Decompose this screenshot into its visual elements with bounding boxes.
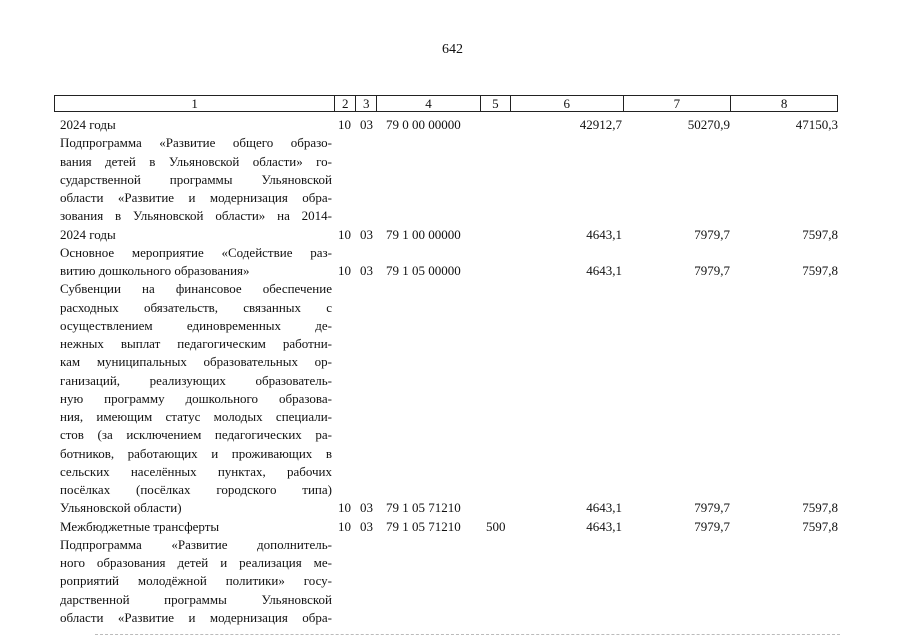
table-line	[54, 463, 844, 481]
column-header-5: 5	[481, 96, 511, 111]
cell-c3: 03	[360, 500, 373, 516]
cell-c6: 4643,1	[586, 518, 622, 534]
cell-c7: 7979,7	[694, 500, 730, 516]
cell-c2: 10	[338, 263, 351, 278]
line-description: ного образования детей и реализация ме-	[60, 555, 332, 570]
cell-c4: 79 1 05 71210	[386, 518, 461, 534]
table-line	[54, 262, 844, 280]
line-description: Межбюджетные трансферты	[60, 518, 220, 534]
table-line	[54, 226, 844, 244]
line-description: ботников, работающих и проживающих в	[60, 445, 332, 461]
line-description: сударственной программы Ульяновской	[60, 171, 332, 187]
line-description: Субвенции на финансовое обеспечение	[60, 281, 332, 297]
cell-c2: 10	[338, 226, 351, 242]
cell-c2: 10	[338, 500, 351, 516]
cell-c4: 79 1 05 00000	[386, 263, 461, 278]
table-line	[54, 481, 844, 499]
cell-c7: 7979,7	[694, 518, 730, 534]
cell-c4: 79 0 00 00000	[386, 117, 461, 132]
cell-c2: 10	[338, 518, 351, 534]
table-line	[54, 244, 844, 262]
cell-c3: 03	[360, 117, 373, 132]
cell-c7: 50270,9	[687, 117, 730, 132]
table-line	[54, 299, 844, 317]
line-description: зования в Ульяновской области» на 2014-	[60, 208, 332, 224]
table-line	[54, 390, 844, 408]
cell-c8: 7597,8	[802, 518, 838, 534]
line-description: осуществлением единовременных де-	[60, 317, 332, 333]
column-header-2: 2	[335, 96, 356, 111]
cell-c3: 03	[360, 226, 373, 242]
cell-c8: 7597,8	[802, 226, 838, 242]
line-description: кам муниципальных образовательных ор-	[60, 354, 332, 370]
table-line	[54, 207, 844, 225]
table-line	[54, 353, 844, 371]
table-line	[54, 317, 844, 335]
line-description: стов (за исключением педагогических ра-	[60, 427, 332, 443]
line-description: витию дошкольного образования»	[60, 263, 250, 278]
line-description: роприятий молодёжной политики» госу-	[60, 573, 332, 589]
table-line	[54, 153, 844, 171]
cell-c7: 7979,7	[694, 226, 730, 242]
line-description: Подпрограмма «Развитие общего образо-	[60, 135, 332, 151]
line-description: Ульяновской области)	[60, 500, 182, 516]
line-description: вания детей в Ульяновской области» го-	[60, 153, 332, 169]
line-description: расходных обязательств, связанных с	[60, 299, 332, 315]
table-line	[54, 591, 844, 609]
line-description: ния, имеющим статус молодых специали-	[60, 409, 332, 424]
table-line	[54, 554, 844, 572]
table-line	[54, 536, 844, 554]
cell-c6: 42912,7	[579, 117, 622, 132]
table-line	[54, 518, 844, 536]
cell-c2: 10	[338, 117, 351, 132]
cell-c8: 7597,8	[802, 500, 838, 516]
cell-c4: 79 1 00 00000	[386, 226, 461, 242]
table-line	[54, 280, 844, 298]
cell-c5: 500	[486, 518, 506, 534]
table-line	[54, 116, 844, 134]
column-header-6: 6	[511, 96, 624, 111]
line-description: Подпрограмма «Развитие дополнитель-	[60, 536, 332, 552]
column-header-1: 1	[55, 96, 335, 111]
table-line	[54, 445, 844, 463]
line-description: ганизаций, реализующих образователь-	[60, 372, 332, 388]
line-description: области «Развитие и модернизация обра-	[60, 609, 332, 625]
column-header-3: 3	[356, 96, 377, 111]
cell-c6: 4643,1	[586, 226, 622, 242]
line-description: сельских населённых пунктах, рабочих	[60, 463, 332, 479]
table-header	[54, 95, 838, 112]
line-description: Основное мероприятие «Содействие раз-	[60, 244, 332, 260]
line-description: дарственной программы Ульяновской	[60, 591, 332, 607]
table-line	[54, 372, 844, 390]
table-line	[54, 335, 844, 353]
line-description: 2024 годы	[60, 226, 116, 242]
table-line	[54, 499, 844, 517]
table-line	[54, 609, 844, 627]
line-description: нежных выплат педагогическим работни-	[60, 336, 332, 351]
line-description: 2024 годы	[60, 117, 116, 132]
table-line	[54, 189, 844, 207]
cell-c8: 7597,8	[802, 263, 838, 278]
column-header-4: 4	[377, 96, 481, 111]
line-description: области «Развитие и модернизация обра-	[60, 190, 332, 205]
column-header-7: 7	[624, 96, 732, 111]
cell-c3: 03	[360, 518, 373, 534]
line-description: посёлках (посёлках городского типа)	[60, 482, 332, 497]
table-line	[54, 171, 844, 189]
line-description: ную программу дошкольного образова-	[60, 390, 332, 406]
cell-c6: 4643,1	[586, 263, 622, 278]
table-line	[54, 572, 844, 590]
table-line	[54, 408, 844, 426]
cell-c4: 79 1 05 71210	[386, 500, 461, 516]
cell-c3: 03	[360, 263, 373, 278]
cell-c6: 4643,1	[586, 500, 622, 516]
column-header-8: 8	[780, 96, 788, 111]
cell-c8: 47150,3	[795, 117, 838, 132]
page-number: 642	[442, 42, 463, 57]
bottom-divider	[95, 634, 840, 635]
table-line	[54, 134, 844, 152]
table-line	[54, 426, 844, 444]
cell-c7: 7979,7	[694, 263, 730, 278]
